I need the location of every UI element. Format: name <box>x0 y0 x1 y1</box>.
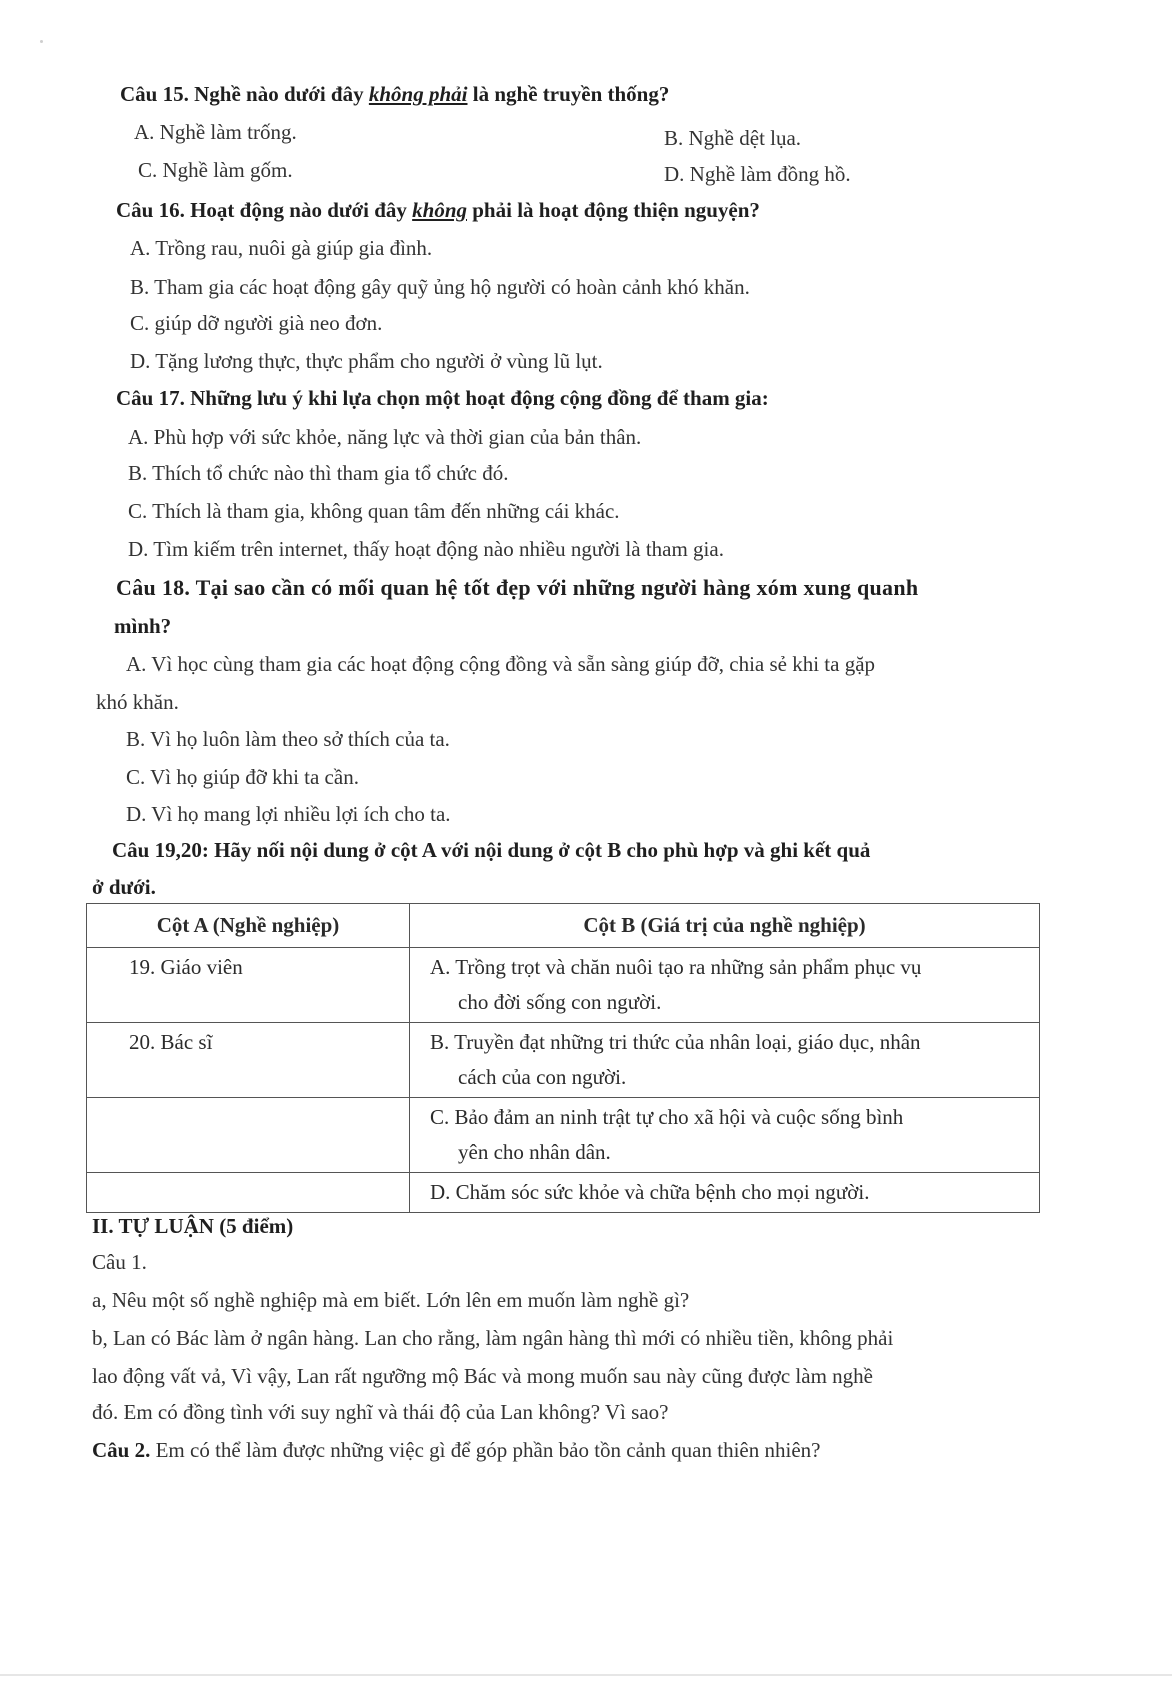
question-19-20-stem-line2: ở dưới. <box>92 875 156 899</box>
question-18-option-b: B. Vì họ luôn làm theo sở thích của ta. <box>126 727 450 751</box>
question-16-stem <box>116 196 760 224</box>
question-16-option-b: B. Tham gia các hoạt động gây quỹ ủng hộ người có hoàn cảnh khó khăn. <box>130 275 750 299</box>
column-b-cell <box>410 1173 1040 1213</box>
essay-question-1b-line3: đó. Em có đồng tình với suy nghĩ và thái độ của Lan không? Vì sao? <box>92 1400 669 1424</box>
column-a-cell <box>87 1098 410 1173</box>
question-15-option-a: A. Nghề làm trống. <box>134 120 297 144</box>
column-a-cell <box>87 1173 410 1213</box>
column-a-header: Cột A (Nghề nghiệp) <box>87 904 410 948</box>
essay-question-2-text: Em có thể làm được những việc gì để góp phần bảo tồn cảnh quan thiên nhiên? <box>150 1438 821 1462</box>
column-b-line: cho đời sống con người. <box>458 990 662 1014</box>
essay-question-1b-line1: b, Lan có Bác làm ở ngân hàng. Lan cho rằng, làm ngân hàng thì mới có nhiều tiền, không phải <box>92 1326 894 1350</box>
column-a-cell: 20. Bác sĩ <box>87 1023 410 1098</box>
matching-table-header-row <box>87 904 1040 948</box>
column-b-line: D. Chăm sóc sức khỏe và chữa bệnh cho mọi người. <box>430 1180 870 1204</box>
question-16-text: Câu 16. Hoạt động nào dưới đây <box>116 198 413 222</box>
question-18-option-a-line1: A. Vì học cùng tham gia các hoạt động cộng đồng và sẵn sàng giúp đỡ, chia sẻ khi ta gặp <box>126 652 876 676</box>
question-18-option-d: D. Vì họ mang lợi nhiều lợi ích cho ta. <box>126 802 451 826</box>
question-16-emphasis: không <box>412 198 467 222</box>
table-row <box>87 948 1040 1023</box>
question-17-stem: Câu 17. Những lưu ý khi lựa chọn một hoạt động cộng đồng để tham gia: <box>116 386 769 410</box>
question-17-option-c: C. Thích là tham gia, không quan tâm đến những cái khác. <box>128 499 620 523</box>
matching-table <box>86 903 1040 1213</box>
question-15-option-c: C. Nghề làm gốm. <box>138 158 293 182</box>
essay-heading: II. TỰ LUẬN (5 điểm) <box>92 1214 294 1238</box>
essay-question-1b-line2: lao động vất vả, Vì vậy, Lan rất ngưỡng mộ Bác và mong muốn sau này cũng được làm nghề <box>92 1364 873 1388</box>
question-18-stem-line1: Câu 18. Tại sao cần có mối quan hệ tốt đẹp với những người hàng xóm xung quanh <box>116 575 919 600</box>
question-18-stem-line2: mình? <box>114 614 172 638</box>
question-15-stem <box>120 80 669 108</box>
column-b-line: C. Bảo đảm an ninh trật tự cho xã hội và cuộc sống bình <box>430 1105 904 1129</box>
question-16-text-end: phải là hoạt động thiện nguyện? <box>467 198 760 222</box>
table-row <box>87 1023 1040 1098</box>
question-17-option-d: D. Tìm kiếm trên internet, thấy hoạt động nào nhiều người là tham gia. <box>128 537 724 561</box>
question-15-text-end: là nghề truyền thống? <box>467 82 670 106</box>
question-18-option-c: C. Vì họ giúp đỡ khi ta cần. <box>126 765 359 789</box>
column-b-line: yên cho nhân dân. <box>458 1140 611 1164</box>
column-b-header: Cột B (Giá trị của nghề nghiệp) <box>410 904 1040 948</box>
question-16-option-a: A. Trồng rau, nuôi gà giúp gia đình. <box>130 236 433 260</box>
question-15-option-b: B. Nghề dệt lụa. <box>664 126 802 150</box>
question-17-option-a: A. Phù hợp với sức khỏe, năng lực và thời gian của bản thân. <box>128 425 642 449</box>
question-19-20-stem-line1: Câu 19,20: Hãy nối nội dung ở cột A với nội dung ở cột B cho phù hợp và ghi kết quả <box>112 838 871 862</box>
column-b-cell <box>410 1023 1040 1098</box>
column-b-cell <box>410 948 1040 1023</box>
table-row <box>87 1098 1040 1173</box>
question-15-text: Câu 15. Nghề nào dưới đây <box>120 82 369 106</box>
question-15-option-d: D. Nghề làm đồng hồ. <box>664 162 851 186</box>
scan-speck <box>40 40 43 43</box>
column-b-line: cách của con người. <box>458 1065 627 1089</box>
question-18-option-a-line2: khó khăn. <box>96 690 179 714</box>
question-17-option-b: B. Thích tổ chức nào thì tham gia tổ chức đó. <box>128 461 509 485</box>
question-16-option-c: C. giúp dỡ người già neo đơn. <box>130 311 383 335</box>
question-16-option-d: D. Tặng lương thực, thực phẩm cho người ở vùng lũ lụt. <box>130 349 603 373</box>
question-15-emphasis: không phải <box>368 82 468 106</box>
table-row <box>87 1173 1040 1213</box>
column-b-line: B. Truyền đạt những tri thức của nhân loại, giáo dục, nhân <box>430 1030 921 1054</box>
column-b-line: A. Trồng trọt và chăn nuôi tạo ra những sản phẩm phục vụ <box>430 955 922 979</box>
column-a-cell: 19. Giáo viên <box>87 948 410 1023</box>
essay-question-2-label: Câu 2. <box>92 1438 151 1462</box>
essay-question-1a: a, Nêu một số nghề nghiệp mà em biết. Lớn lên em muốn làm nghề gì? <box>92 1288 690 1312</box>
column-b-cell <box>410 1098 1040 1173</box>
essay-question-2 <box>92 1436 820 1464</box>
page-bottom-edge <box>0 1674 1172 1676</box>
essay-question-1-title: Câu 1. <box>92 1250 147 1274</box>
